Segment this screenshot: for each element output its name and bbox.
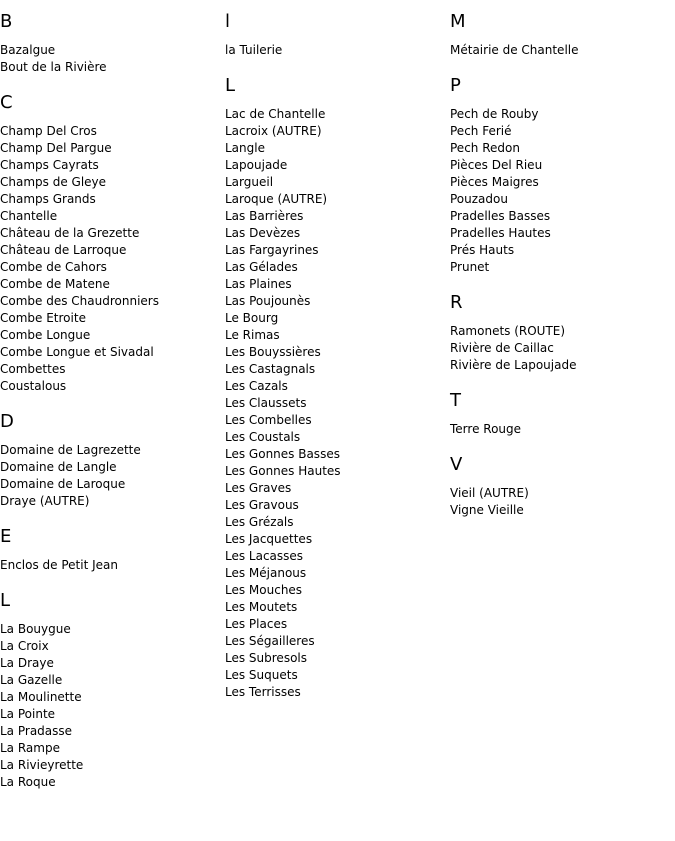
letter-section [0, 589, 220, 791]
entry-list [0, 621, 220, 791]
list-item: Les Graves [225, 481, 292, 495]
list-item: Champs Cayrats [0, 158, 99, 172]
list-item: Les Gonnes Basses [225, 447, 340, 461]
list-item: Las Plaines [225, 277, 292, 291]
list-item: Las Devèzes [225, 226, 301, 240]
section-letter-heading: T [450, 390, 461, 411]
list-item: Bazalgue [0, 43, 56, 57]
entry-list [0, 123, 220, 395]
list-item: Las Fargayrines [225, 243, 319, 257]
list-item: la Tuilerie [225, 43, 283, 57]
entry-list [225, 42, 445, 59]
section-letter-heading: R [450, 292, 463, 313]
list-item: Bout de la Rivière [0, 60, 107, 74]
list-item: Coustalous [0, 379, 67, 393]
list-item: Les Ségailleres [225, 634, 315, 648]
list-item: Prunet [450, 260, 490, 274]
list-item: Combe Longue [0, 328, 91, 342]
list-item: Pièces Del Rieu [450, 158, 543, 172]
list-item: Les Places [225, 617, 288, 631]
list-item: Champ Del Pargue [0, 141, 112, 155]
list-item: Les Combelles [225, 413, 312, 427]
list-item: Draye (AUTRE) [0, 494, 90, 508]
list-item: Domaine de Laroque [0, 477, 126, 491]
list-item: Combe Etroite [0, 311, 86, 325]
section-letter-heading: V [450, 454, 463, 475]
index-column [450, 10, 670, 534]
entry-list [0, 557, 220, 574]
list-item: Combettes [0, 362, 66, 376]
list-item: Terre Rouge [450, 422, 522, 436]
list-item: La Rivieyrette [0, 758, 84, 772]
letter-section [450, 291, 670, 374]
list-item: Champ Del Cros [0, 124, 97, 138]
list-item: Lapoujade [225, 158, 288, 172]
letter-section [450, 74, 670, 276]
list-item: Château de la Grezette [0, 226, 140, 240]
entry-list [0, 442, 220, 510]
letter-section [450, 453, 670, 519]
list-item: Combe Longue et Sivadal [0, 345, 154, 359]
letter-section [450, 389, 670, 438]
list-item: Les Bouyssières [225, 345, 321, 359]
list-item: Les Gravous [225, 498, 299, 512]
list-item: Les Jacquettes [225, 532, 313, 546]
list-item: Pradelles Basses [450, 209, 551, 223]
list-item: La Pointe [0, 707, 56, 721]
entry-list [450, 421, 670, 438]
list-item: La Moulinette [0, 690, 82, 704]
section-letter-heading: C [0, 92, 13, 113]
list-item: Les Méjanous [225, 566, 307, 580]
list-item: Métairie de Chantelle [450, 43, 579, 57]
letter-section [225, 74, 445, 701]
letter-section [0, 10, 220, 76]
list-item: Les Subresols [225, 651, 307, 665]
list-item: Les Terrisses [225, 685, 301, 699]
index-column [225, 10, 445, 716]
list-item: Champs Grands [0, 192, 96, 206]
list-item: Combe de Cahors [0, 260, 107, 274]
list-item: Pradelles Hautes [450, 226, 551, 240]
list-item: Les Moutets [225, 600, 298, 614]
list-item: Langle [225, 141, 265, 155]
section-letter-heading: l [225, 11, 231, 32]
list-item: Laroque (AUTRE) [225, 192, 328, 206]
list-item: Les Claussets [225, 396, 307, 410]
list-item: Château de Larroque [0, 243, 127, 257]
list-item: Lacroix (AUTRE) [225, 124, 322, 138]
list-item: La Gazelle [0, 673, 63, 687]
section-letter-heading: L [225, 75, 236, 96]
list-item: Vieil (AUTRE) [450, 486, 529, 500]
entry-list [225, 106, 445, 701]
list-item: Domaine de Lagrezette [0, 443, 141, 457]
entry-list [450, 323, 670, 374]
section-letter-heading: E [0, 526, 12, 547]
list-item: Chantelle [0, 209, 58, 223]
list-item: Les Grézals [225, 515, 294, 529]
list-item: La Rampe [0, 741, 60, 755]
list-item: Las Gélades [225, 260, 298, 274]
list-item: Enclos de Petit Jean [0, 558, 118, 572]
list-item: Champs de Gleye [0, 175, 107, 189]
list-item: Combe des Chaudronniers [0, 294, 159, 308]
list-item: La Bouygue [0, 622, 71, 636]
list-item: Les Castagnals [225, 362, 316, 376]
letter-section [0, 91, 220, 395]
list-item: Vigne Vieille [450, 503, 524, 517]
list-item: La Croix [0, 639, 49, 653]
letter-section [0, 410, 220, 510]
list-item: Pièces Maigres [450, 175, 539, 189]
letter-section [0, 525, 220, 574]
section-letter-heading: L [0, 590, 11, 611]
entry-list [0, 42, 220, 76]
list-item: Le Bourg [225, 311, 279, 325]
list-item: Le Rimas [225, 328, 280, 342]
list-item: Les Coustals [225, 430, 301, 444]
list-item: La Roque [0, 775, 56, 789]
section-letter-heading: M [450, 11, 466, 32]
list-item: Combe de Matene [0, 277, 110, 291]
entry-list [450, 106, 670, 276]
list-item: Les Mouches [225, 583, 303, 597]
list-item: Ramonets (ROUTE) [450, 324, 566, 338]
list-item: Lac de Chantelle [225, 107, 326, 121]
letter-section [450, 10, 670, 59]
list-item: Les Suquets [225, 668, 298, 682]
list-item: Les Lacasses [225, 549, 304, 563]
list-item: Rivière de Lapoujade [450, 358, 577, 372]
list-item: Rivière de Caillac [450, 341, 554, 355]
letter-section [225, 10, 445, 59]
list-item: Les Gonnes Hautes [225, 464, 341, 478]
list-item: La Pradasse [0, 724, 73, 738]
list-item: Les Cazals [225, 379, 288, 393]
section-letter-heading: P [450, 75, 461, 96]
entry-list [450, 485, 670, 519]
index-column [0, 10, 220, 806]
list-item: Prés Hauts [450, 243, 515, 257]
list-item: Domaine de Langle [0, 460, 117, 474]
list-item: Pech de Rouby [450, 107, 539, 121]
list-item: Las Poujounès [225, 294, 311, 308]
entry-list [450, 42, 670, 59]
list-item: Largueil [225, 175, 274, 189]
list-item: Pech Redon [450, 141, 520, 155]
list-item: La Draye [0, 656, 54, 670]
section-letter-heading: B [0, 11, 13, 32]
list-item: Las Barrières [225, 209, 304, 223]
list-item: Pech Ferié [450, 124, 512, 138]
list-item: Pouzadou [450, 192, 508, 206]
section-letter-heading: D [0, 411, 14, 432]
